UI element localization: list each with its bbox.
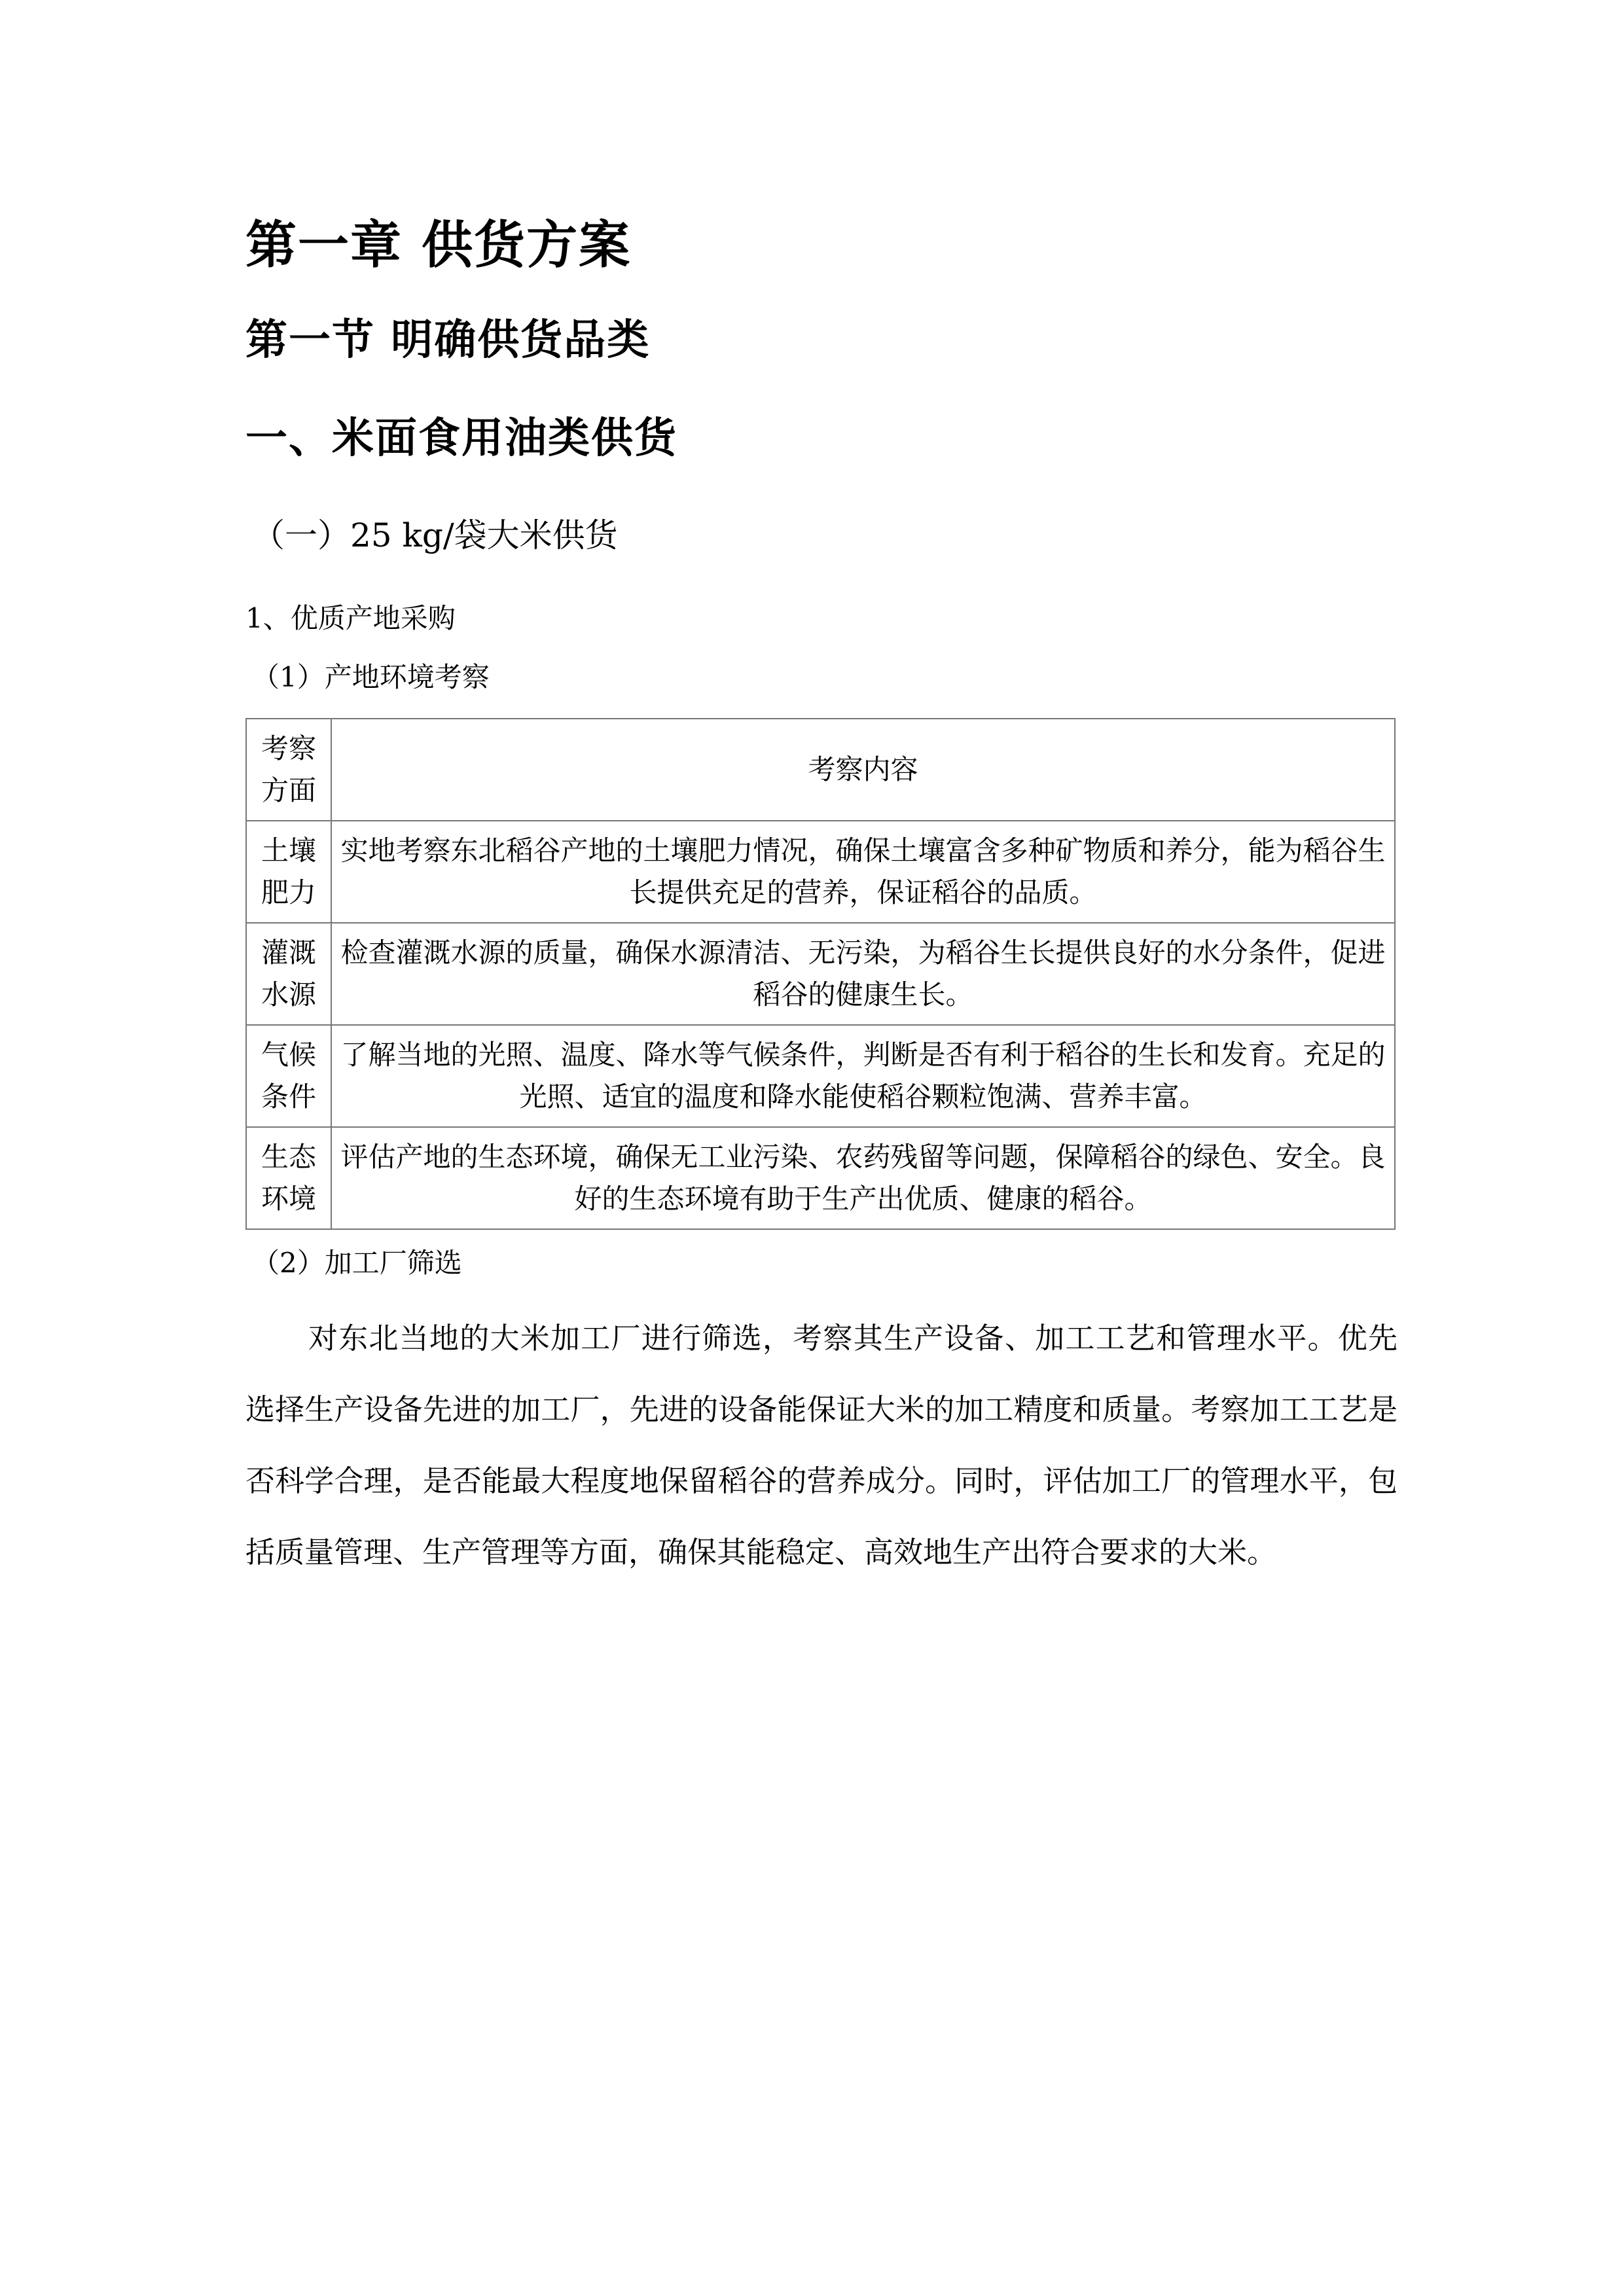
point-title: 1、优质产地采购 [245,602,456,634]
table-row [246,923,1395,1025]
content-cell: 检查灌溉水源的质量，确保水源清洁、无污染，为稻谷生长提供良好的水分条件，促进稻谷的健康生长。 [331,923,1395,1025]
survey-table [245,718,1396,1230]
subsection-title: 一、米面食用油类供货 [245,414,677,463]
subpoint-title-factory: （2）加工厂筛选 [252,1247,462,1279]
subpoint-title-environment: （1）产地环境考察 [252,661,490,693]
content-cell: 实地考察东北稻谷产地的土壤肥力情况，确保土壤富含多种矿物质和养分，能为稻谷生长提供充足的营养，保证稻谷的品质。 [331,821,1395,923]
aspect-cell: 灌溉水源 [246,923,331,1025]
table-row [246,1025,1395,1127]
aspect-cell: 气候条件 [246,1025,331,1127]
item-title: （一）25 kg/袋大米供货 [252,516,618,554]
content-cell: 了解当地的光照、温度、降水等气候条件，判断是否有利于稻谷的生长和发育。充足的光照、适宜的温度和降水能使稻谷颗粒饱满、营养丰富。 [331,1025,1395,1127]
aspect-cell: 土壤肥力 [246,821,331,923]
table-row [246,1127,1395,1229]
table-row [246,821,1395,923]
content-cell: 评估产地的生态环境，确保无工业污染、农药残留等问题，保障稻谷的绿色、安全。良好的生态环境有助于生产出优质、健康的稻谷。 [331,1127,1395,1229]
section-title: 第一节 明确供货品类 [245,316,651,365]
body-paragraph: 对东北当地的大米加工厂进行筛选，考察其生产设备、加工工艺和管理水平。优先选择生产设备先进的加工厂，先进的设备能保证大米的加工精度和质量。考察加工工艺是否科学合理，是否能最大程度地保留稻谷的营养成分。同时，评估加工厂的管理水平，包括质量管理、生产管理等方面，确保其能稳定、高效地生产出符合要求的大米。 [245,1321,1398,1570]
aspect-cell: 生态环境 [246,1127,331,1229]
table-header-row [246,719,1395,821]
chapter-title: 第一章 供货方案 [245,216,632,275]
header-aspect-cell: 考察方面 [246,719,331,821]
header-content-cell: 考察内容 [331,719,1395,821]
